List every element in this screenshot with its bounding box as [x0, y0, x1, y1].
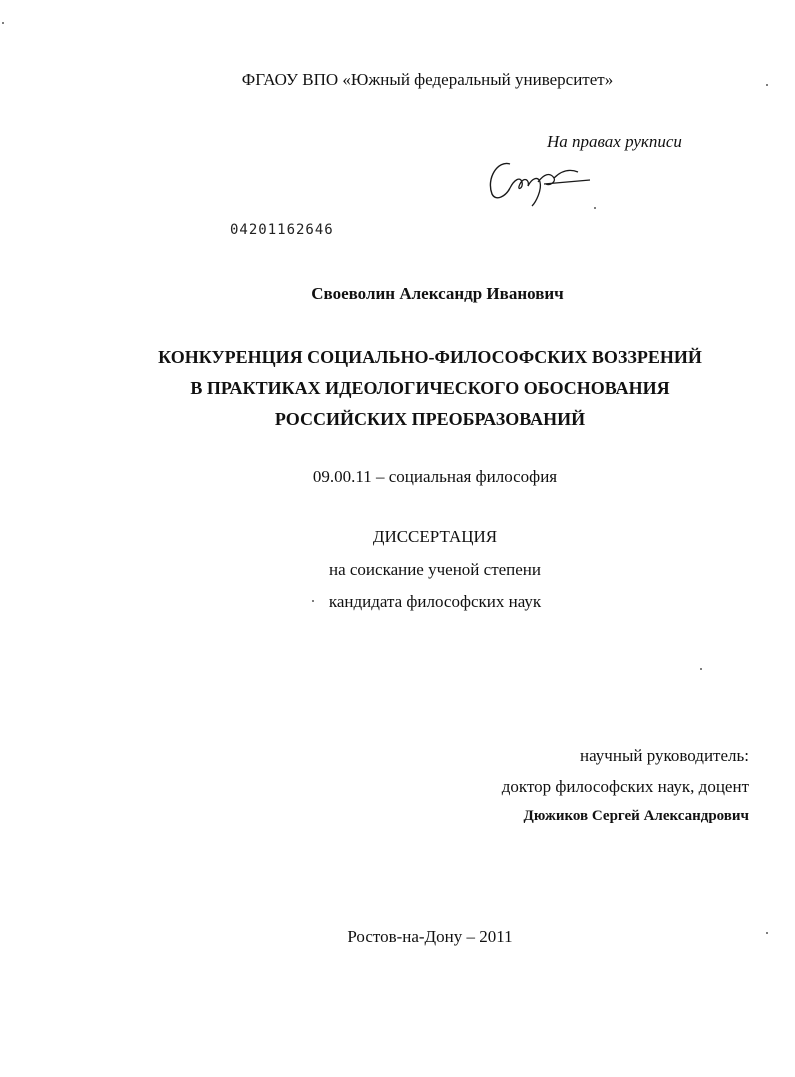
supervisor-name: Дюжиков Сергей Александрович	[523, 808, 749, 824]
supervisor-label: научный руководитель:	[580, 746, 749, 765]
scan-speck	[766, 84, 768, 86]
manuscript-rights-note: На правах рукписи	[547, 132, 682, 151]
document-type: ДИССЕРТАЦИЯ	[372, 527, 498, 546]
dissertation-title	[30, 342, 795, 435]
scan-speck	[312, 600, 314, 602]
title-line-1: КОНКУРЕНЦИЯ СОЦИАЛЬНО-ФИЛОСОФСКИХ ВОЗЗРЕНИЙ	[158, 347, 702, 367]
scan-speck	[594, 207, 596, 209]
handwritten-signature	[480, 150, 600, 210]
scan-speck	[700, 668, 702, 670]
degree-line-1: на соискание ученой степени	[328, 560, 542, 579]
institution-name: ФГАОУ ВПО «Южный федеральный университет»	[241, 70, 614, 89]
title-line-2: В ПРАКТИКАХ ИДЕОЛОГИЧЕСКОГО ОБОСНОВАНИЯ	[190, 378, 670, 398]
specialty-code: 09.00.11 – социальная философия	[312, 467, 558, 486]
scan-speck	[2, 22, 4, 24]
registration-code: 04201162646	[230, 222, 334, 238]
city-year: Ростов-на-Дону – 2011	[347, 927, 513, 946]
title-line-3: РОССИЙСКИХ ПРЕОБРАЗОВАНИЙ	[274, 409, 586, 429]
author-name: Своеволин Александр Иванович	[311, 284, 564, 303]
supervisor-rank: доктор философских наук, доцент	[501, 777, 749, 796]
degree-line-2: кандидата философских наук	[328, 592, 542, 611]
scan-speck	[766, 932, 768, 934]
